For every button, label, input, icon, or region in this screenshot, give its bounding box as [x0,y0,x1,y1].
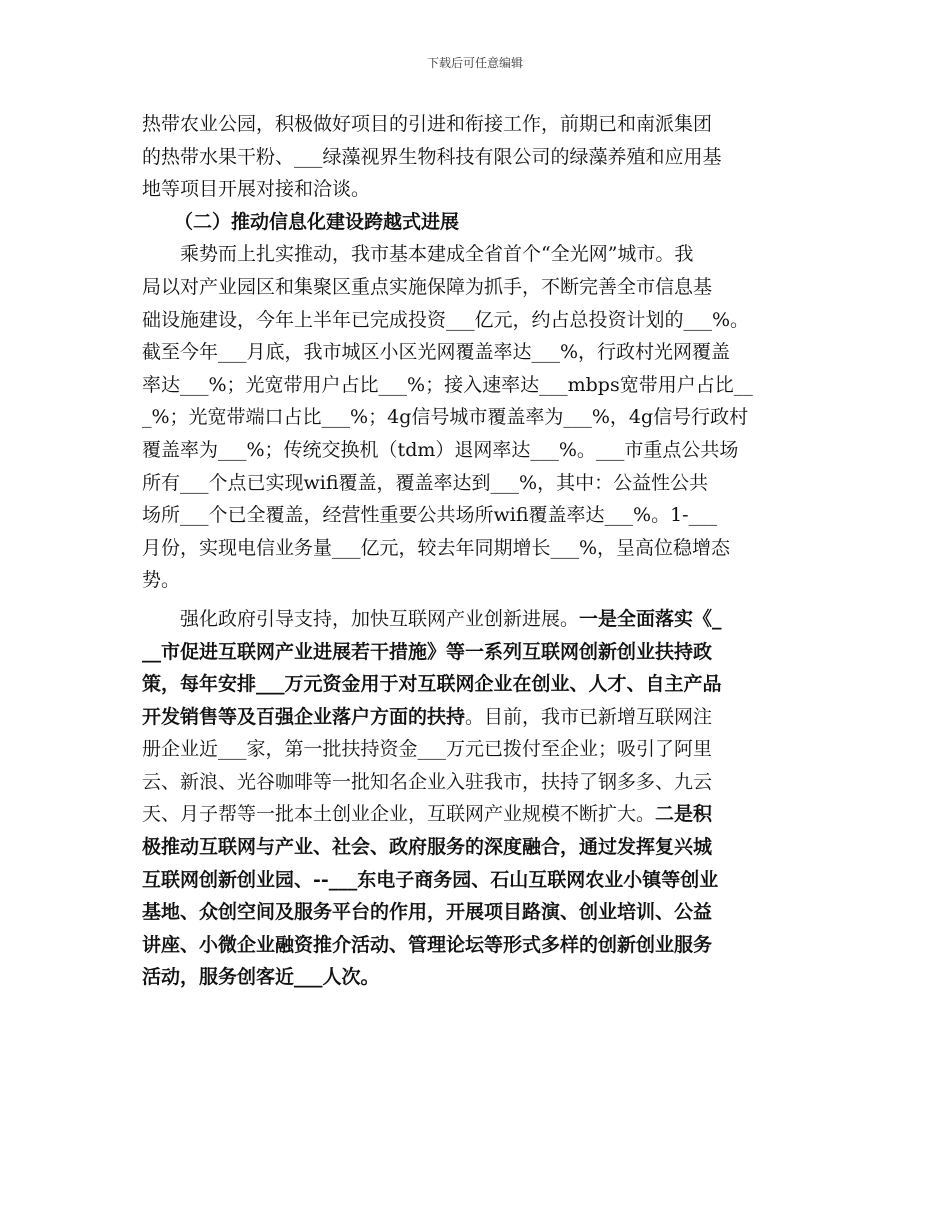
text-normal: 天、月子帮等一批本土创业企业，互联网产业规模不断扩大。 [142,803,656,826]
page-header: 下载后可任意编辑 [426,56,523,70]
section-heading: （二）推动信息化建设跨越式进展 [174,210,460,233]
text-bold: 一是全面落实《_ [579,607,722,630]
text-line: 乘势而上扎实推动，我市基本建成全省首个“全光网”城市。我 [142,243,694,266]
text-line: 热带农业公园，积极做好项目的引进和衔接工作，前期已和南派集团 [142,113,713,135]
text-normal: 。目前，我市已新增互联网注 [465,705,713,728]
text-line: 地等项目开展对接和洽谈。 [142,178,371,201]
text-line: 讲座、小微企业融资推介活动、管理论坛等形式多样的创新创业服务 [142,933,713,956]
text-line: 活动，服务创客近___人次。 [142,966,380,989]
text-normal: 强化政府引导支持，加快互联网产业创新进展。 [142,607,580,630]
text-line: __市促进互联网产业进展若干措施》等一系列互联网创新创业扶持政 [142,640,713,663]
text-line: _%；光宽带端口占比___%；4g信号城市覆盖率为___%，4g信号行政村 [142,406,749,429]
text-line: 月份，实现电信业务量___亿元，较去年同期增长___%，呈高位稳增态 [142,536,731,559]
text-line: 的热带水果干粉、___绿藻视界生物科技有限公司的绿藻养殖和应用基 [142,145,722,168]
text-line: 率达___%；光宽带用户占比___%；接入速率达___mbps宽带用户占比__ [142,373,753,396]
text-bold: 二是积 [655,803,713,826]
document-body [142,108,810,994]
text-line: 策，每年安排___万元资金用于对互联网企业在创业、人才、自主产品 [142,673,722,696]
text-line: 极推动互联网与产业、社会、政府服务的深度融合，通过发挥复兴城 [142,836,713,859]
text-line: 础设施建设，今年上半年已完成投资___亿元，约占总投资计划的___%。 [142,308,750,331]
text-line: 册企业近___家，第一批扶持资金___万元已拨付至企业；吸引了阿里 [142,738,713,761]
text-bold: 开发销售等及百强企业落户方面的扶持 [142,705,466,728]
text-line [142,798,810,831]
paragraph-intro [142,108,810,206]
paragraph-infrastructure [142,238,810,597]
text-line: 互联网创新创业园、--___东电子商务园、石山互联网农业小镇等创业 [142,868,719,891]
text-line: 基地、众创空间及服务平台的作用，开展项目路演、创业培训、公益 [142,901,713,924]
text-line: 云、新浪、光谷咖啡等一批知名企业入驻我市，扶持了钢多多、九云 [142,770,713,793]
text-line: 势。 [142,569,181,592]
text-line: 覆盖率为___%；传统交换机（tdm）退网率达___%。___市重点公共场 [142,438,739,461]
text-line: 截至今年___月底，我市城区小区光网覆盖率达___%，行政村光网覆盖 [142,341,731,364]
text-line [142,603,810,636]
text-line [142,701,810,734]
text-line: 场所___个已全覆盖，经营性重要公共场所wifi覆盖率达___%。1-___ [142,504,718,527]
text-line: 所有___个点已实现wifi覆盖，覆盖率达到___%，其中：公益性公共 [142,471,709,494]
paragraph-internet-industry [142,603,810,994]
text-line: 局以对产业园区和集聚区重点实施保障为抓手，不断完善全市信息基 [142,275,713,298]
